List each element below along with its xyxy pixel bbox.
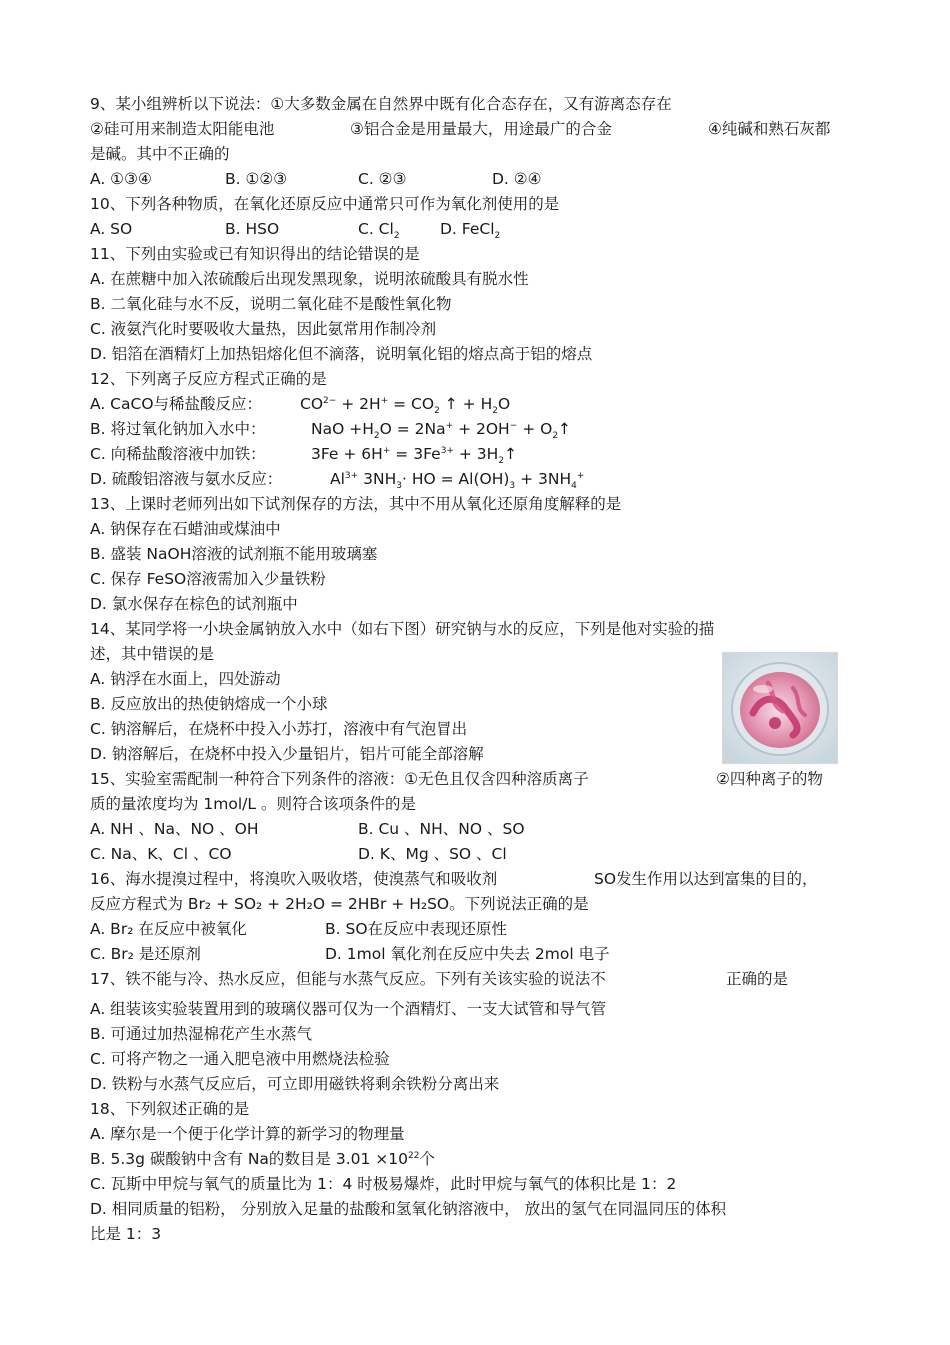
q12-c-eq-part2: = 3Fe — [390, 445, 441, 463]
q11-stem: 11、下列由实验或已有知识得出的结论错误的是 — [90, 245, 420, 263]
q10-option-a: A. SO — [90, 220, 133, 238]
q12-a-eq-sub2: 2 — [492, 406, 498, 417]
q14-option-d: D. 钠溶解后，在烧杯中投入少量铝片，铝片可能全部溶解 — [90, 745, 484, 763]
q12-d-eq-part1: Al — [330, 470, 345, 488]
q12-option-b-equation — [311, 419, 572, 442]
q12-d-eq-part3: · HO = Al(OH) — [402, 470, 510, 488]
q17-option-a: A. 组装该实验装置用到的玻璃仪器可仅为一个酒精灯、一支大试管和导气管 — [90, 1000, 607, 1018]
q12-d-eq-sup1: 3+ — [344, 470, 359, 481]
q9-stem-line1: 9、某小组辨析以下说法：①大多数金属在自然界中既有化合态存在，又有游离态存在 — [90, 95, 672, 113]
q12-c-eq-sup1: + — [382, 445, 391, 456]
q12-option-a-equation — [300, 394, 511, 417]
q14-option-c: C. 钠溶解后，在烧杯中投入小苏打，溶液中有气泡冒出 — [90, 720, 468, 738]
q17-option-b: B. 可通过加热湿棉花产生水蒸气 — [90, 1025, 312, 1043]
q9-option-d: D. ②④ — [492, 170, 542, 188]
q10-option-d-text: D. FeCl — [440, 220, 495, 238]
q12-a-eq-part3: = CO — [388, 395, 435, 413]
q13-option-b: B. 盛装 NaOH溶液的试剂瓶不能用玻璃塞 — [90, 545, 378, 563]
q16-stem-line1a: 16、海水提溴过程中，将溴吹入吸收塔，使溴蒸气和吸收剂 — [90, 870, 498, 888]
q12-option-d-equation — [330, 469, 585, 492]
q16-stem-line1b: SO发生作用以达到富集的目的， — [594, 870, 818, 888]
q11-option-a: A. 在蔗糖中加入浓硫酸后出现发黑现象，说明浓硫酸具有脱水性 — [90, 270, 529, 288]
q16-option-d: D. 1mol 氧化剂在反应中失去 2mol 电子 — [325, 945, 610, 963]
q9-stem-line2b: ③铝合金是用量最大，用途最广的合金 — [350, 120, 612, 138]
q16-option-b: B. SO在反应中表现还原性 — [325, 920, 508, 938]
q13-stem: 13、上课时老师列出如下试剂保存的方法，其中不用从氧化还原角度解释的是 — [90, 495, 622, 513]
q12-d-eq-sup3: + — [576, 470, 585, 481]
q12-d-eq-part4: + 3NH — [515, 470, 572, 488]
q10-option-c-sub: 2 — [393, 231, 400, 242]
q16-option-a: A. Br₂ 在反应中被氧化 — [90, 920, 247, 938]
q9-stem-line3: 是碱。其中不正确的 — [90, 145, 230, 163]
q10-option-d — [440, 219, 501, 242]
q12-stem: 12、下列离子反应方程式正确的是 — [90, 370, 327, 388]
q18-option-a: A. 摩尔是一个便于化学计算的新学习的物理量 — [90, 1125, 405, 1143]
q15-stem-line2: 质的量浓度均为 1mol/L 。则符合该项条件的是 — [90, 795, 416, 813]
q12-option-c-equation — [311, 444, 518, 467]
q12-c-eq-part1: 3Fe + 6H — [311, 445, 383, 463]
q12-b-eq-part2: O = 2Na — [379, 420, 446, 438]
q10-option-b: B. HSO — [225, 220, 280, 238]
q12-b-eq-part4: + O — [517, 420, 553, 438]
q12-c-eq-sub1: 2 — [498, 456, 505, 467]
q12-a-eq-sub1: 2 — [434, 406, 440, 417]
q18-option-d-line1: D. 相同质量的铝粉， 分别放入足量的盐酸和氢氧化钠溶液中， 放出的氢气在同温同压的体积 — [90, 1200, 727, 1218]
q16-option-c: C. Br₂ 是还原剂 — [90, 945, 201, 963]
q17-stem-end: 正确的是 — [726, 970, 789, 988]
q18-option-b-end: 个 — [419, 1150, 435, 1168]
q18-option-b-text: B. 5.3g 碳酸钠中含有 Na的数目是 3.01 ×10 — [90, 1150, 409, 1168]
q12-a-eq-sup2: + — [380, 395, 389, 406]
q12-option-b-label: B. 将过氧化钠加入水中： — [90, 420, 266, 438]
q12-a-eq-part1: CO — [300, 395, 324, 413]
sodium-water-beaker-photo — [722, 652, 838, 764]
q12-option-c-label: C. 向稀盐酸溶液中加铁： — [90, 445, 266, 463]
q15-stem-line1b: ②四种离子的物 — [716, 770, 823, 788]
q9-stem-line2c: ④纯碱和熟石灰都 — [708, 120, 831, 138]
q11-option-c: C. 液氨汽化时要吸收大量热，因此氨常用作制冷剂 — [90, 320, 437, 338]
q9-option-b: B. ①②③ — [225, 170, 288, 188]
q15-option-b: B. Cu 、NH、NO 、SO — [358, 820, 525, 838]
q11-option-b: B. 二氧化硅与水不反，说明二氧化硅不是酸性氧化物 — [90, 295, 452, 313]
q13-option-a: A. 钠保存在石蜡油或煤油中 — [90, 520, 281, 538]
q12-option-d-label: D. 硫酸铝溶液与氨水反应： — [90, 470, 283, 488]
q18-option-c: C. 瓦斯中甲烷与氧气的质量比为 1：4 时极易爆炸，此时甲烷与氧气的体积比是 1：2 — [90, 1175, 677, 1193]
q12-d-eq-sub1: 3 — [396, 481, 402, 492]
q12-b-eq-part3: + 2OH — [453, 420, 510, 438]
q9-stem-line2a: ②硅可用来制造太阳能电池 — [90, 120, 275, 138]
q12-d-eq-sub2: 3 — [509, 481, 516, 492]
q12-d-eq-sub3: 4 — [571, 481, 577, 492]
q15-option-d: D. K、Mg 、SO 、Cl — [358, 845, 507, 863]
q10-stem: 10、下列各种物质，在氧化还原反应中通常只可作为氧化剂使用的是 — [90, 195, 560, 213]
q18-option-d-line2: 比是 1：3 — [90, 1225, 162, 1243]
beaker-illustration — [723, 653, 837, 763]
q12-b-eq-sub2: 2 — [552, 431, 559, 442]
q10-option-c — [358, 219, 400, 242]
q18-option-b — [90, 1149, 435, 1169]
q17-option-d: D. 铁粉与水蒸气反应后，可立即用磁铁将剩余铁粉分离出来 — [90, 1075, 500, 1093]
q13-option-d: D. 氯水保存在棕色的试剂瓶中 — [90, 595, 298, 613]
q12-b-eq-part5: ↑ — [558, 420, 572, 438]
q14-stem-line2: 述，其中错误的是 — [90, 645, 215, 663]
q18-stem: 18、下列叙述正确的是 — [90, 1100, 250, 1118]
q18-option-b-exponent: 22 — [408, 1150, 420, 1161]
q17-stem: 17、铁不能与冷、热水反应，但能与水蒸气反应。下列有关该实验的说法不 — [90, 970, 606, 988]
q12-a-eq-sup1: 2− — [323, 395, 337, 406]
q12-d-eq-part2: 3NH — [363, 470, 397, 488]
q16-stem-line2: 反应方程式为 Br₂ + SO₂ + 2H₂O = 2HBr + H₂SO。下列说法正确的是 — [90, 895, 589, 913]
q15-stem-line1a: 15、实验室需配制一种符合下列条件的溶液：①无色且仅含四种溶质离子 — [90, 770, 589, 788]
q12-b-eq-part1: NaO +H — [311, 420, 374, 438]
q14-option-b: B. 反应放出的热使钠熔成一个小球 — [90, 695, 328, 713]
q12-c-eq-sup2: 3+ — [440, 445, 454, 456]
q14-option-a: A. 钠浮在水面上，四处游动 — [90, 670, 281, 688]
q12-c-eq-part4: ↑ — [504, 445, 518, 463]
q17-option-c: C. 可将产物之一通入肥皂液中用燃烧法检验 — [90, 1050, 390, 1068]
q15-option-a: A. NH 、Na、NO 、OH — [90, 820, 259, 838]
q9-option-a: A. ①③④ — [90, 170, 152, 188]
q10-option-d-sub: 2 — [494, 231, 501, 242]
q14-stem-line1: 14、某同学将一小块金属钠放入水中（如右下图）研究钠与水的反应，下列是他对实验的描 — [90, 620, 715, 638]
q12-b-eq-sup1: + — [445, 420, 454, 431]
q12-option-a-label: A. CaCO与稀盐酸反应： — [90, 395, 263, 413]
q12-a-eq-part5: O — [497, 395, 511, 413]
q9-option-c: C. ②③ — [358, 170, 407, 188]
q12-c-eq-part3: + 3H — [453, 445, 499, 463]
q15-option-c: C. Na、K、Cl 、CO — [90, 845, 232, 863]
q11-option-d: D. 铝箔在酒精灯上加热铝熔化但不滴落，说明氧化铝的熔点高于铝的熔点 — [90, 345, 593, 363]
q12-b-eq-sub1: 2 — [373, 431, 380, 442]
q13-option-c: C. 保存 FeSO溶液需加入少量铁粉 — [90, 570, 326, 588]
q12-a-eq-part2: + 2H — [336, 395, 381, 413]
q10-option-c-text: C. Cl — [358, 220, 394, 238]
q12-a-eq-part4: ↑ + H — [439, 395, 493, 413]
q12-b-eq-sup2: − — [509, 420, 518, 431]
